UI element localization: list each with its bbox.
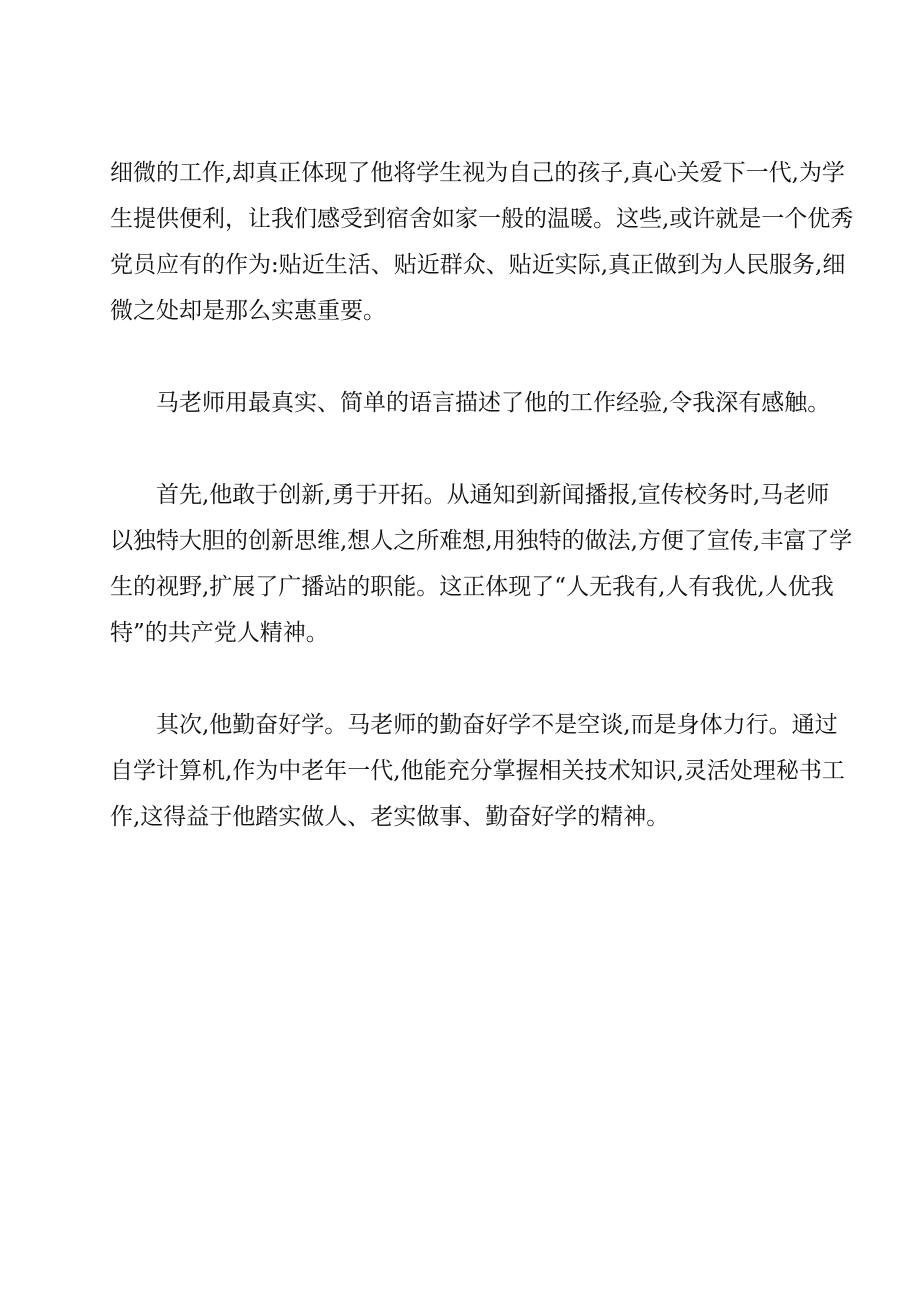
paragraph-line: 作,这得益于他踏实做人、老实做事、勤奋好学的精神。 [110, 804, 670, 830]
paragraph-line: 细微的工作,却真正体现了他将学生视为自己的孩子,真心关爱下一代,为学 [110, 160, 845, 186]
paragraph-line: 自学计算机,作为中老年一代,他能充分掌握相关技术知识,灵活处理秘书工 [110, 758, 845, 784]
paragraph-line: 特”的共产党人精神。 [110, 620, 329, 646]
paragraph-spacer [110, 426, 810, 472]
document-body [110, 150, 854, 840]
paragraph-line: 马老师用最真实、简单的语言描述了他的工作经验,令我深有感触。 [156, 390, 831, 416]
paragraph-line: 其次,他勤奋好学。马老师的勤奋好学不是空谈,而是身体力行。通过 [156, 712, 838, 738]
paragraph-2 [110, 380, 831, 426]
paragraph-1 [110, 150, 854, 334]
paragraph-line: 首先,他敢于创新,勇于开拓。从通知到新闻播报,宣传校务时,马老师 [156, 482, 830, 508]
paragraph-spacer [110, 656, 810, 702]
paragraph-line: 党员应有的作为:贴近生活、贴近群众、贴近实际,真正做到为人民服务,细 [110, 252, 846, 278]
paragraph-line: 生的视野,扩展了广播站的职能。这正体现了“人无我有,人有我优,人优我 [110, 574, 834, 600]
paragraph-spacer [110, 334, 810, 380]
paragraph-3 [110, 472, 853, 656]
paragraph-line: 生提供便利，让我们感受到宿舍如家一般的温暖。这些,或许就是一个优秀 [110, 206, 854, 232]
paragraph-line: 微之处却是那么实惠重要。 [110, 298, 386, 324]
paragraph-line: 以独特大胆的创新思维,想人之所难想,用独特的做法,方便了宣传,丰富了学 [110, 528, 853, 554]
paragraph-4 [110, 702, 845, 840]
